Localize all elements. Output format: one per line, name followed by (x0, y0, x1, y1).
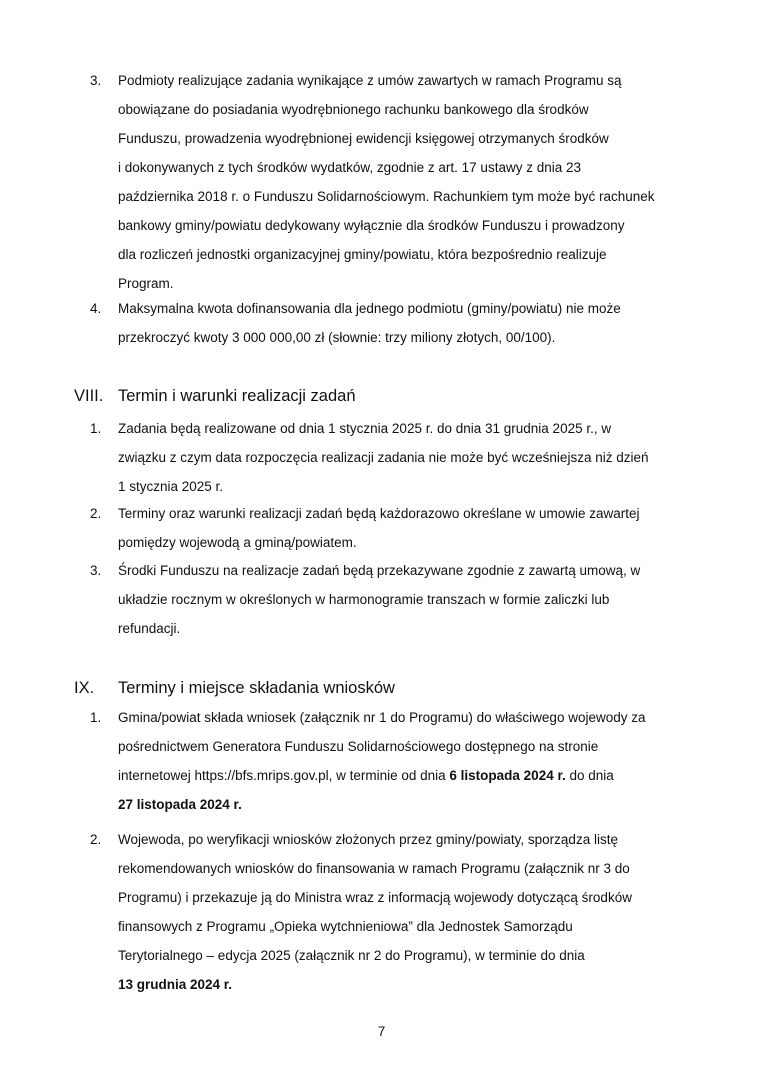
text-line: 1 stycznia 2025 r. (118, 479, 224, 494)
list-item-text (118, 66, 678, 298)
list-item-number: 2. (90, 832, 102, 847)
list-item-text (118, 825, 678, 999)
list-item-text (118, 703, 678, 819)
text-line: Terminy oraz warunki realizacji zadań będą każdorazowo określane w umowie zawartej (118, 506, 640, 521)
list-item-number: 1. (90, 710, 102, 725)
text-line: rekomendowanych wniosków do finansowania w ramach Programu (załącznik nr 3 do (118, 861, 630, 876)
list-item-number: 2. (90, 506, 102, 521)
text-line: finansowych z Programu „Opieka wytchnieniowa” dla Jednostek Samorządu (118, 919, 573, 934)
text-segment: do dnia (565, 768, 614, 783)
text-line: Terytorialnego – edycja 2025 (załącznik nr 2 do Programu), w terminie do dnia (118, 948, 585, 963)
text-line: Zadania będą realizowane od dnia 1 stycznia 2025 r. do dnia 31 grudnia 2025 r., w (118, 421, 612, 436)
text-line: bankowy gminy/powiatu dedykowany wyłącznie dla środków Funduszu i prowadzony (118, 218, 625, 233)
list-item-number: 3. (90, 563, 102, 578)
text-line: Środki Funduszu na realizacje zadań będą przekazywane zgodnie z zawartą umową, w (118, 563, 641, 578)
text-line: i dokonywanych z tych środków wydatków, zgodnie z art. 17 ustawy z dnia 23 (118, 160, 581, 175)
text-line: refundacji. (118, 621, 181, 636)
deadline-end-date: 27 listopada 2024 r. (118, 797, 242, 812)
text-line: pomiędzy wojewodą a gminą/powiatem. (118, 535, 357, 550)
page-number: 7 (377, 1024, 386, 1039)
deadline-start-date: 6 listopada 2024 r. (449, 768, 566, 783)
list-item-text (118, 294, 678, 352)
list-item-text (118, 556, 678, 643)
list-item-text (118, 499, 678, 557)
text-line: Wojewoda, po weryfikacji wniosków złożonych przez gminy/powiaty, sporządza listę (118, 832, 618, 847)
section-number: VIII. (74, 387, 104, 405)
text-line (118, 790, 678, 819)
section-number: IX. (74, 679, 95, 697)
text-line: pośrednictwem Generatora Funduszu Solidarnościowego dostępnego na stronie (118, 739, 599, 754)
text-line: związku z czym data rozpoczęcia realizacji zadania nie może być wcześniejsza niż dzień (118, 450, 649, 465)
list-item-number: 1. (90, 421, 102, 436)
text-line: października 2018 r. o Funduszu Solidarnościowym. Rachunkiem tym może być rachunek (118, 189, 655, 204)
text-line: obowiązane do posiadania wyodrębnionego rachunku bankowego dla środków (118, 102, 589, 117)
text-line: przekroczyć kwoty 3 000 000,00 zł (słownie: trzy miliony złotych, 00/100). (118, 330, 556, 345)
text-line (118, 970, 678, 999)
submission-deadline: 13 grudnia 2024 r. (118, 977, 233, 992)
section-title: Terminy i miejsce składania wniosków (118, 679, 395, 697)
text-line: Podmioty realizujące zadania wynikające z umów zawartych w ramach Programu są (118, 73, 622, 88)
text-line: Funduszu, prowadzenia wyodrębnionej ewidencji księgowej otrzymanych środków (118, 131, 609, 146)
text-line: Maksymalna kwota dofinansowania dla jednego podmiotu (gminy/powiatu) nie może (118, 301, 621, 316)
list-item-number: 4. (90, 301, 102, 316)
text-line: dla rozliczeń jednostki organizacyjnej gminy/powiatu, która bezpośrednio realizuje (118, 247, 607, 262)
text-line (118, 761, 678, 790)
list-item-text (118, 414, 678, 501)
text-line: Gmina/powiat składa wniosek (załącznik nr 1 do Programu) do właściwego wojewody za (118, 710, 646, 725)
list-item-number: 3. (90, 73, 102, 88)
section-title: Termin i warunki realizacji zadań (118, 387, 356, 405)
text-segment: internetowej https://bfs.mrips.gov.pl, w terminie od dnia (118, 768, 450, 783)
text-line: układzie rocznym w określonych w harmonogramie transzach w formie zaliczki lub (118, 592, 610, 607)
text-line: Programu) i przekazuje ją do Ministra wraz z informacją wojewody dotyczącą środków (118, 890, 632, 905)
text-line: Program. (118, 276, 174, 291)
